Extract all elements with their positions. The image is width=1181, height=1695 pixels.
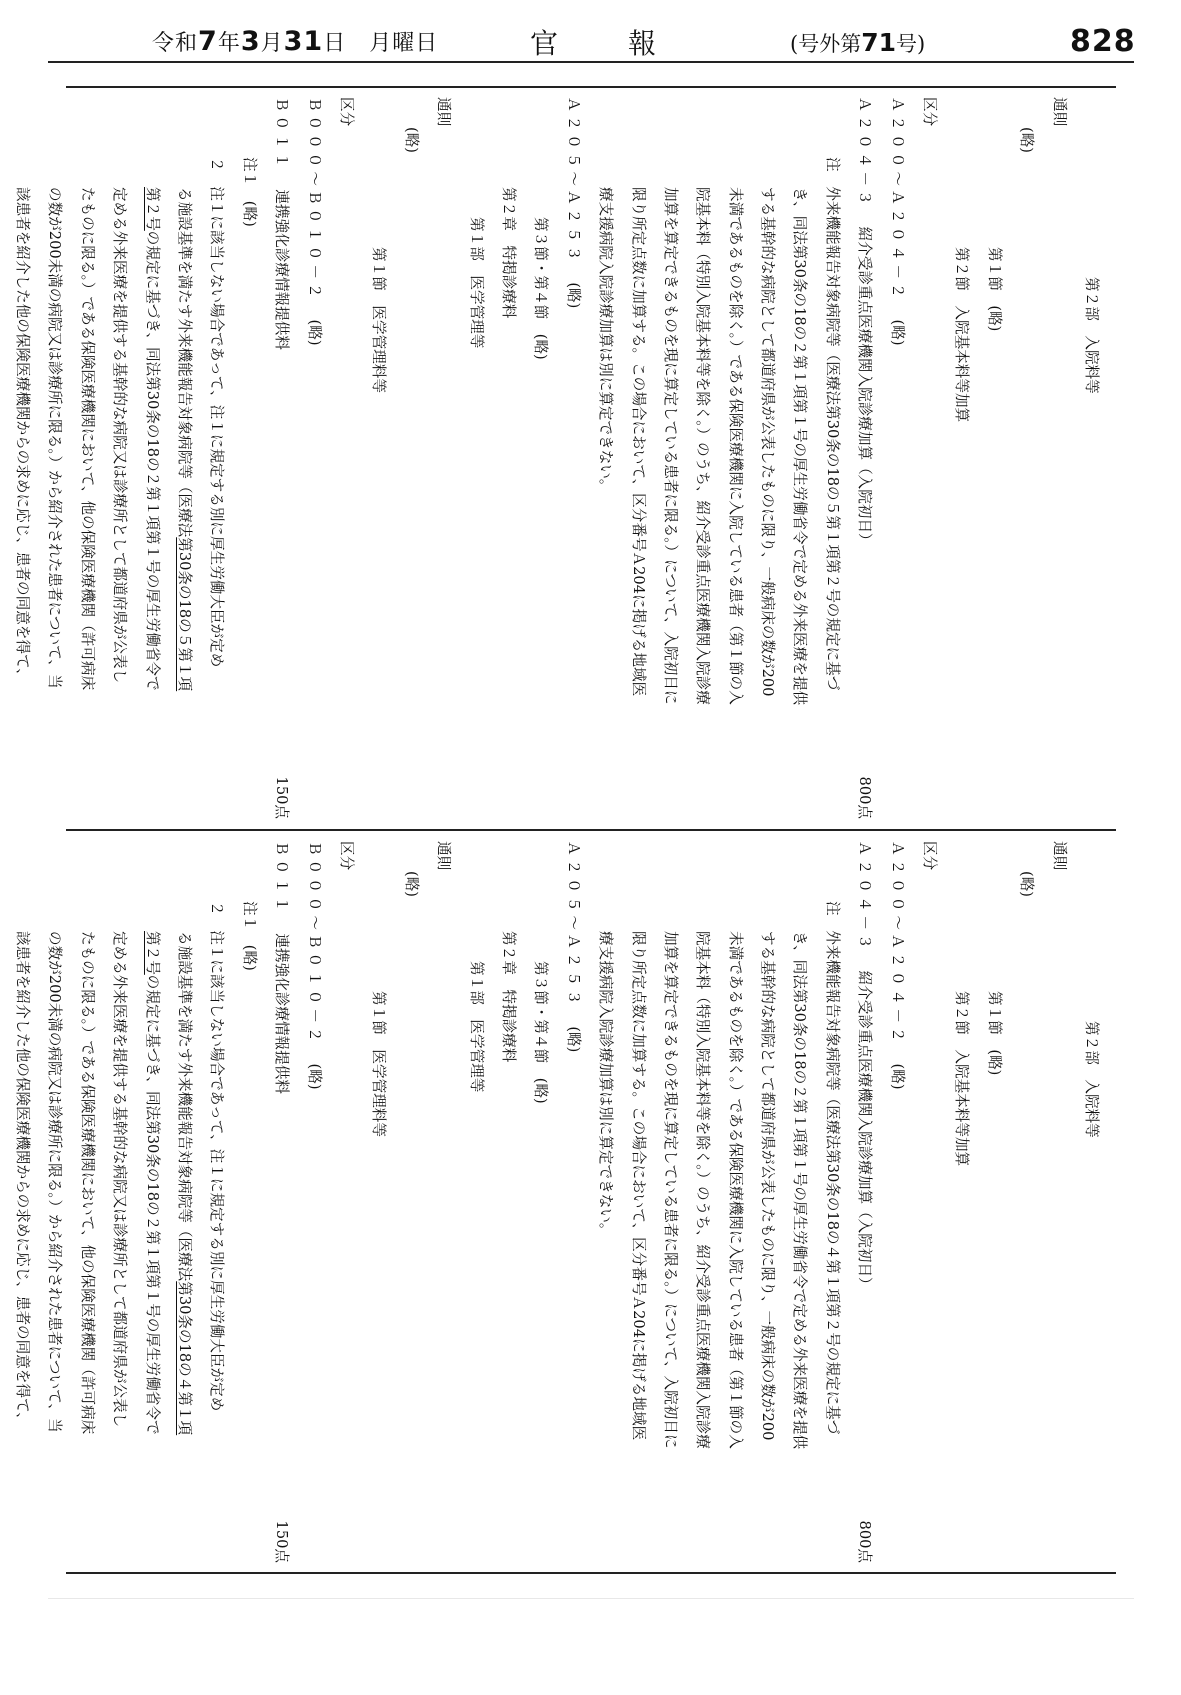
section-heading: 第１節 医学管理料等 <box>370 247 388 393</box>
omitted-note: (略) <box>564 282 582 309</box>
code-row <box>556 841 588 1563</box>
omitted-note: (略) <box>305 1063 323 1090</box>
note-line: き、同法第30条の18の２第１項第１号の厚生労働省令で定める外来医療を提供 <box>791 187 809 706</box>
section-bottom-rule <box>66 1572 1116 1574</box>
issue-suffix: 号) <box>896 32 926 56</box>
chapter-heading: 第２章 特掲診療料 <box>499 931 517 1063</box>
omitted-note: (略) <box>1018 871 1036 897</box>
year: 7 <box>198 26 218 57</box>
section-content <box>14 89 1113 827</box>
note-line: 定める外来医療を提供する基幹的な病院又は診療所として都道府県が公表し <box>111 187 129 684</box>
note-line: き、同法第30条の18の２第１項第１号の厚生労働省令で定める外来医療を提供 <box>791 931 809 1450</box>
page-number: 828 <box>1070 24 1136 59</box>
rules-heading: 通則 <box>1050 841 1068 871</box>
code-row <box>265 97 297 819</box>
note-line <box>168 841 200 1563</box>
year-unit: 年 <box>217 31 241 56</box>
item-code: Ａ２０４－３ <box>856 841 874 953</box>
day-unit: 日 <box>323 31 347 56</box>
note-line: ２ 注１に該当しない場合であって、注１に規定する別に厚生労働大臣が定め <box>208 901 226 1412</box>
rules-heading: 通則 <box>1050 97 1068 127</box>
note-text: の規定に基づき、同法第30条の18の２第１項第１号の厚生労働省令で <box>143 974 161 1435</box>
code-row <box>297 97 329 819</box>
note-line <box>815 841 847 1563</box>
chapter-heading: 第２章 特掲診療料 <box>499 187 517 319</box>
note-line: 加算を算定できるものを現に算定している患者に限る。）について、入院初日に <box>661 187 679 705</box>
note-line: 該患者を紹介した他の保険医療機関からの求めに応じ、患者の同意を得て、 <box>14 931 32 1427</box>
footer-rule <box>48 1598 1134 1599</box>
code-row <box>297 841 329 1563</box>
note-line: 限り所定点数に加算する。この場合において、区分番号Ａ204に掲げる地域医 <box>629 931 647 1441</box>
note-line: 院基本料（特別入院基本料等を除く。）のうち、紹介受診重点医療機関入院診療 <box>694 187 712 705</box>
section-heading: 第１節 (略) <box>985 247 1003 332</box>
code-row <box>265 841 297 1563</box>
note-line: 限り所定点数に加算する。この場合において、区分番号Ａ204に掲げる地域医 <box>629 187 647 697</box>
item-code: Ａ２０５～Ａ２５３ <box>564 97 582 265</box>
section-heading: 第３節・第４節 (略) <box>532 217 550 360</box>
note-text: 外来機能報告対象病院等（医療法第30条の18の５第１項第２号の規定に基づ <box>823 186 841 691</box>
note-line: 定める外来医療を提供する基幹的な病院又は診療所として都道府県が公表し <box>111 931 129 1428</box>
issue-prefix: (号外第 <box>790 32 862 56</box>
omitted-note: (略) <box>402 871 420 897</box>
rules-heading: 通則 <box>435 841 453 871</box>
note-line: の数が200未満の病院又は診療所に限る。）から紹介された患者について、当 <box>46 931 64 1433</box>
section-content <box>14 833 1113 1571</box>
note-line: 該患者を紹介した他の保険医療機関からの求めに応じ、患者の同意を得て、 <box>14 187 32 683</box>
omitted-note: (略) <box>888 1063 906 1090</box>
omitted-note: (略) <box>564 1026 582 1053</box>
note-line: 療支援病院入院診療加算は別に算定できない。 <box>597 187 615 494</box>
kubun-heading: 区分 <box>921 97 939 127</box>
month-unit: 月 <box>260 31 284 56</box>
item-code: Ｂ０１１ <box>273 841 291 916</box>
omitted-note: (略) <box>305 319 323 346</box>
note-line: 未満であるものを除く。）である保険医療機関に入院している患者（第１節の入 <box>726 931 744 1449</box>
note-text: の規定に基づき、同法第30条の18の２第１項第１号の厚生労働省令で <box>143 230 161 691</box>
item-code: Ａ２０４－３ <box>856 97 874 209</box>
item-code: Ｂ０１１ <box>273 97 291 172</box>
part-heading: 第１部 医学管理等 <box>467 961 485 1093</box>
note-line: 加算を算定できるものを現に算定している患者に限る。）について、入院初日に <box>661 931 679 1449</box>
item-points: 150点 <box>273 776 291 819</box>
note-label: 注 <box>823 901 841 916</box>
item-points: 800点 <box>856 1520 874 1563</box>
weekday: 月曜日 <box>369 31 439 56</box>
item-points: 800点 <box>856 776 874 819</box>
section-heading: 第１節 医学管理料等 <box>370 991 388 1137</box>
section-heading: 第３節・第４節 (略) <box>532 961 550 1104</box>
item-title: 連携強化診療情報提供料 <box>273 189 291 350</box>
section-heading: 第２節 入院基本料等加算 <box>953 247 971 423</box>
issue-number-value: 71 <box>861 28 896 57</box>
note-line: する基幹的な病院として都道府県が公表したものに限り、一般病床の数が200 <box>759 187 777 697</box>
kubun-heading: 区分 <box>338 97 356 127</box>
note-line: たものに限る。）である保険医療機関において、他の保険医療機関（許可病床 <box>78 931 96 1435</box>
item-code: Ａ２０５～Ａ２５３ <box>564 841 582 1009</box>
section-heading: 第２節 入院基本料等加算 <box>953 991 971 1167</box>
section-divider-rule <box>66 829 1116 831</box>
note-line: 注１ (略) <box>240 157 258 227</box>
part-title: 第２部 入院料等 <box>1083 1021 1100 1138</box>
code-row <box>880 841 912 1563</box>
header-rule <box>48 61 1134 63</box>
item-code: Ａ２００～Ａ２０４－２ <box>888 97 906 302</box>
issue-number <box>790 28 925 58</box>
note-line: 注１ (略) <box>240 901 258 971</box>
item-code: Ａ２００～Ａ２０４－２ <box>888 841 906 1046</box>
omitted-note: (略) <box>1018 127 1036 153</box>
item-code: Ｂ０００～Ｂ０１０－２ <box>305 97 323 302</box>
note-line: たものに限る。）である保険医療機関において、他の保険医療機関（許可病床 <box>78 187 96 691</box>
item-title: 紹介受診重点医療機関入院診療加算（入院初日） <box>856 226 874 548</box>
code-row <box>848 841 880 1563</box>
amended-text: 第30条の18の５第１項 <box>176 537 194 692</box>
note-line: の数が200未満の病院又は診療所に限る。）から紹介された患者について、当 <box>46 187 64 689</box>
note-line <box>815 97 847 819</box>
item-points: 150点 <box>273 1520 291 1563</box>
kubun-heading: 区分 <box>921 841 939 871</box>
note-line: する基幹的な病院として都道府県が公表したものに限り、一般病床の数が200 <box>759 931 777 1441</box>
revised-text-section <box>14 88 1116 828</box>
note-text: る施設基準を満たす外来機能報告対象病院等（医療法 <box>176 931 194 1282</box>
omitted-note: (略) <box>402 127 420 153</box>
section-heading: 第１節 (略) <box>985 991 1003 1076</box>
item-code: Ｂ０００～Ｂ０１０－２ <box>305 841 323 1046</box>
code-row <box>880 97 912 819</box>
part-heading: 第１部 医学管理等 <box>467 217 485 349</box>
previous-text-section <box>14 832 1116 1572</box>
gazette-title: 官報 <box>530 27 727 60</box>
rules-heading: 通則 <box>435 97 453 127</box>
omitted-note: (略) <box>888 319 906 346</box>
amended-text: 第２号 <box>143 187 161 231</box>
note-line <box>135 97 167 819</box>
note-line <box>168 97 200 819</box>
note-text: る施設基準を満たす外来機能報告対象病院等（医療法 <box>176 187 194 538</box>
amended-text: 第２号 <box>143 931 161 975</box>
issue-date <box>152 26 438 57</box>
note-line: ２ 注１に該当しない場合であって、注１に規定する別に厚生労働大臣が定め <box>208 157 226 668</box>
code-row <box>556 97 588 819</box>
day: 31 <box>283 26 324 57</box>
note-text: 外来機能報告対象病院等（医療法第30条の18の４第１項第２号の規定に基づ <box>823 930 841 1435</box>
part-title: 第２部 入院料等 <box>1083 277 1100 394</box>
note-line: 未満であるものを除く。）である保険医療機関に入院している患者（第１節の入 <box>726 187 744 705</box>
item-title: 紹介受診重点医療機関入院診療加算（入院初日） <box>856 970 874 1292</box>
kubun-heading: 区分 <box>338 841 356 871</box>
month: 3 <box>240 26 261 57</box>
page-header <box>0 0 1181 70</box>
note-label: 注 <box>823 157 841 172</box>
amended-text: 第30条の18の４第１項 <box>176 1281 194 1436</box>
era: 令和 <box>152 31 199 56</box>
note-line: 療支援病院入院診療加算は別に算定できない。 <box>597 931 615 1238</box>
note-line <box>135 841 167 1563</box>
item-title: 連携強化診療情報提供料 <box>273 933 291 1094</box>
code-row <box>848 97 880 819</box>
note-line: 院基本料（特別入院基本料等を除く。）のうち、紹介受診重点医療機関入院診療 <box>694 931 712 1449</box>
